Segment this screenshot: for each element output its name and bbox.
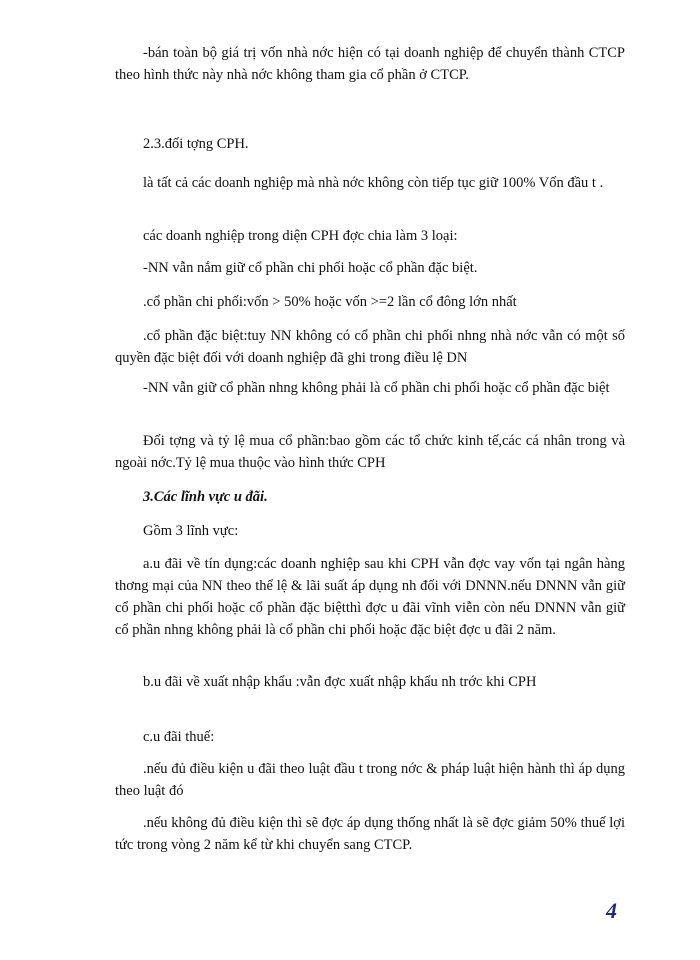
paragraph-11: b.u đãi về xuất nhập khẩu :vẫn đợc xuất nhập khẩu nh trớc khi CPH bbox=[143, 674, 537, 690]
paragraph-3: các doanh nghiệp trong diện CPH đợc chia làm 3 loại: bbox=[143, 228, 458, 244]
paragraph-6: .cổ phần đặc biệt:tuy NN không có cổ phần chi phối nhng nhà nớc vẫn có một số quyền đặc biệt đối với doanh nghiệp đã ghi trong điều lệ DN bbox=[115, 328, 625, 366]
paragraph-12: c.u đãi thuế: bbox=[143, 729, 215, 745]
paragraph-8: Đối tợng và tỷ lệ mua cổ phần:bao gồm các tổ chức kinh tế,các cá nhân trong và ngoài nớc.Tỷ lệ mua thuộc vào hình thức CPH bbox=[115, 433, 625, 471]
paragraph-7: -NN vẫn giữ cổ phần nhng không phải là cổ phần chi phối hoặc cổ phần đặc biệt bbox=[143, 380, 610, 396]
paragraph-14: .nếu không đủ điều kiện thì sẽ đợc áp dụng thống nhất là sẽ đợc giảm 50% thuế lợi tức trong vòng 2 năm kể từ khi chuyển sang CTCP. bbox=[115, 815, 625, 853]
section-heading-2-3: 2.3.đối tợng CPH. bbox=[143, 136, 249, 152]
paragraph-13: .nếu đủ điều kiện u đãi theo luật đầu t trong nớc & pháp luật hiện hành thì áp dụng theo luật đó bbox=[115, 761, 625, 799]
paragraph-10: a.u đãi về tín dụng:các doanh nghiệp sau khi CPH vẫn đợc vay vốn tại ngân hàng thơng mại của NN theo thể lệ & lãi suất áp dụng nh đối với DNNN.nếu DNNN vẫn giữ cổ phần chi phối hoặc cổ phần đặc biệtthì đợc u đãi vĩnh viễn còn nếu DNNN vẫn giữ cổ phần nhng không phải là cổ phần chi phối hoặc đặc biệt đợc u đãi 2 năm. bbox=[115, 556, 625, 638]
paragraph-4: -NN vẫn nắm giữ cổ phần chi phối hoặc cổ phần đặc biệt. bbox=[143, 260, 478, 276]
paragraph-9: Gồm 3 lĩnh vực: bbox=[143, 523, 239, 539]
paragraph-2: là tất cả các doanh nghiệp mà nhà nớc không còn tiếp tục giữ 100% Vốn đầu t . bbox=[143, 175, 604, 191]
paragraph-1: -bán toàn bộ giá trị vốn nhà nớc hiện có tại doanh nghiệp để chuyển thành CTCP theo hình thức này nhà nớc không tham gia cổ phần ở CTCP. bbox=[115, 45, 625, 83]
section-heading-3: 3.Các lĩnh vực u đãi. bbox=[143, 489, 268, 505]
page-number: 4 bbox=[606, 898, 617, 923]
paragraph-5: .cổ phần chi phối:vốn > 50% hoặc vốn >=2 lần cổ đông lớn nhất bbox=[143, 294, 517, 310]
